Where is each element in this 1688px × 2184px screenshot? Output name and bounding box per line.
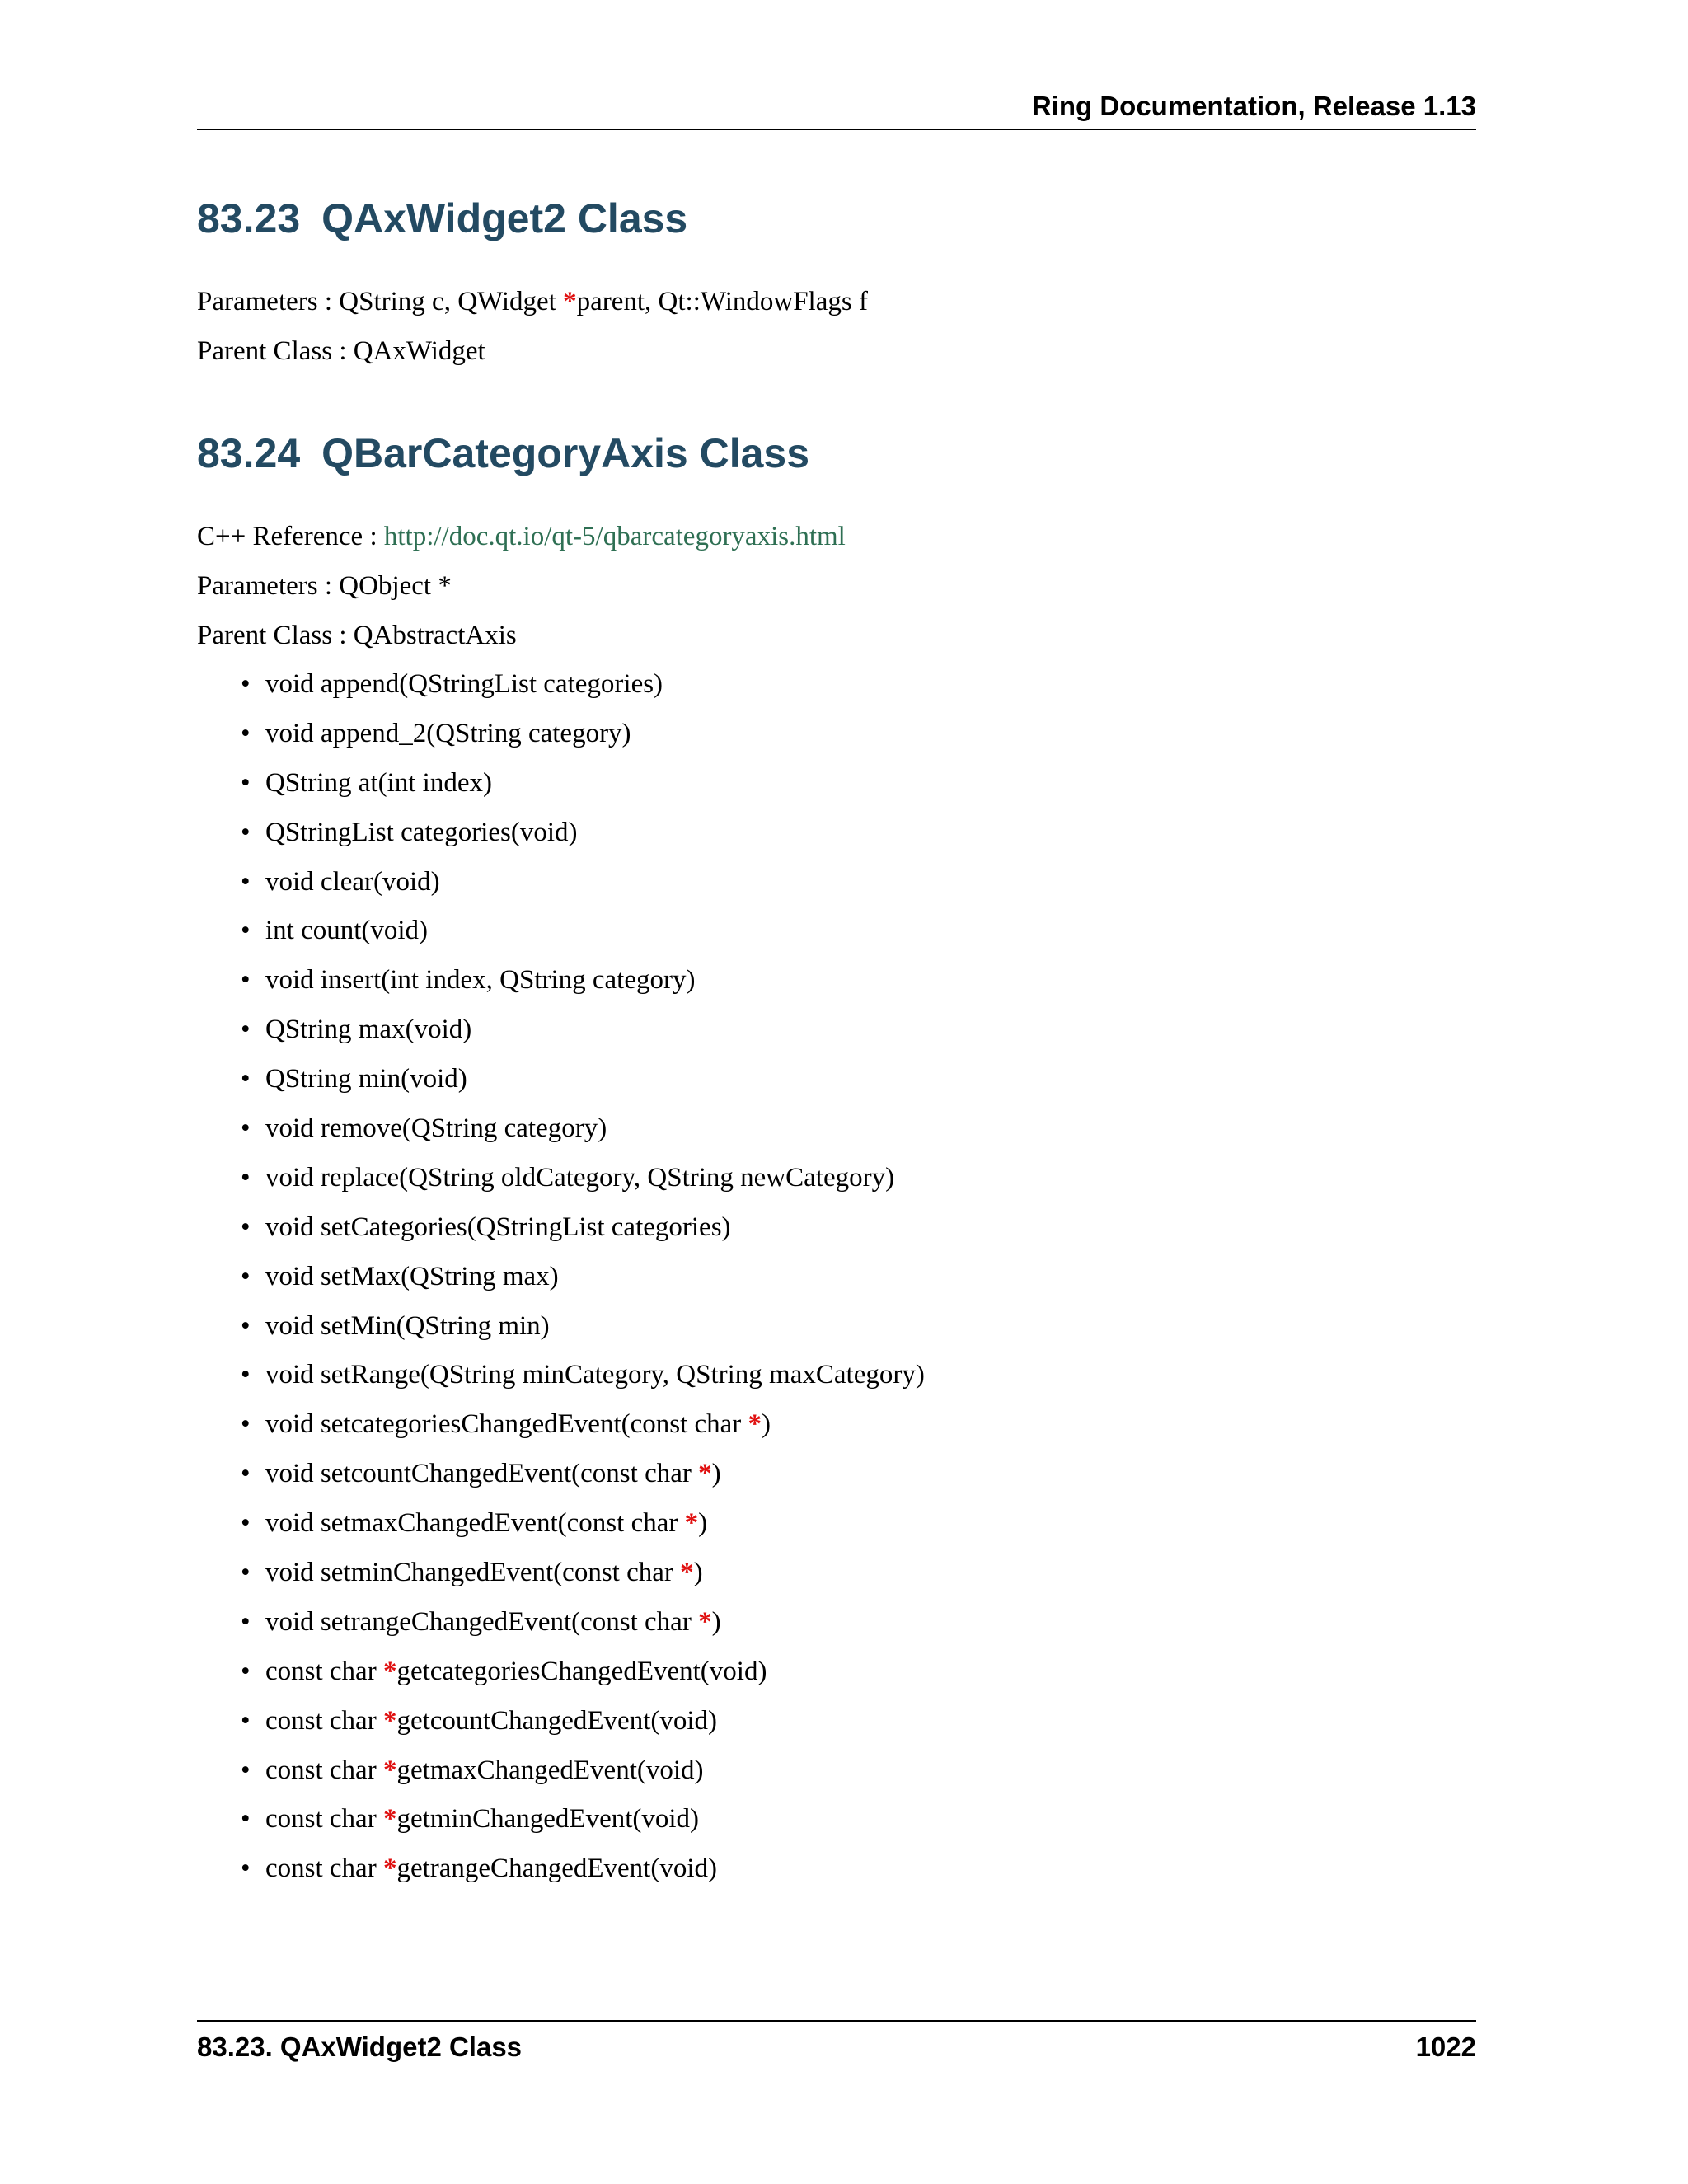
list-item (241, 1605, 925, 1655)
method-signature: void setminChangedEvent(const char (265, 1558, 681, 1588)
method-signature: void append(QStringList categories) (265, 669, 663, 699)
bullet-icon: • (241, 1113, 251, 1144)
method-signature: void setcountChangedEvent(const char (265, 1459, 699, 1489)
method-signature: void setMax(QString max) (265, 1261, 559, 1291)
method-signature: void remove(QString category) (265, 1113, 607, 1144)
parent-class-value: QAxWidget (353, 336, 485, 366)
bullet-icon: • (241, 1459, 251, 1489)
pointer-star: * (748, 1409, 762, 1440)
method-signature: void append_2(QString category) (265, 718, 631, 748)
method-signature: void setrangeChangedEvent(const char (265, 1606, 699, 1637)
list-item (241, 914, 925, 963)
section-heading-qbarcategoryaxis (197, 429, 809, 478)
bullet-icon: • (241, 1360, 251, 1390)
parameters-text: QObject * (339, 571, 452, 601)
list-item (241, 1556, 925, 1605)
pointer-star: * (698, 1459, 712, 1489)
pointer-star: * (698, 1606, 712, 1637)
method-signature: void insert(int index, QString category) (265, 965, 696, 996)
method-signature: const char (265, 1705, 383, 1736)
parameters-line (197, 285, 868, 318)
method-signature: QString min(void) (265, 1064, 467, 1094)
cpp-reference-line (197, 520, 846, 553)
method-signature: QString max(void) (265, 1015, 472, 1045)
bullet-icon: • (241, 916, 251, 946)
footer-section-title: 83.23. QAxWidget2 Class (197, 2032, 523, 2062)
section-number: 83.24 (197, 430, 301, 476)
method-signature: getcategoriesChangedEvent(void) (396, 1656, 767, 1686)
running-header (197, 92, 1476, 130)
method-signature: getminChangedEvent(void) (396, 1804, 700, 1835)
parameters-label: Parameters : (197, 571, 340, 601)
bullet-icon: • (241, 1854, 251, 1884)
method-signature: ) (693, 1558, 703, 1588)
bullet-icon: • (241, 767, 251, 798)
pointer-star: * (382, 1755, 397, 1785)
parent-class-line (197, 619, 517, 652)
parameters-text: QString c, QWidget (339, 287, 564, 316)
method-signature: QString at(int index) (265, 767, 492, 798)
method-signature: const char (265, 1656, 383, 1686)
cpp-reference-link[interactable]: http://doc.qt.io/qt-5/qbarcategoryaxis.html (383, 522, 846, 551)
method-signature: ) (711, 1459, 721, 1489)
header-title: Ring Documentation, Release 1.13 (1031, 91, 1476, 121)
bullet-icon: • (241, 1755, 251, 1785)
parent-class-value: QAbstractAxis (353, 621, 517, 650)
method-signature: ) (711, 1606, 721, 1637)
page-number: 1022 (1415, 2032, 1476, 2062)
list-item (241, 1754, 925, 1803)
bullet-icon: • (241, 1261, 251, 1291)
bullet-icon: • (241, 1409, 251, 1440)
bullet-icon: • (241, 1015, 251, 1045)
bullet-icon: • (241, 1656, 251, 1686)
bullet-icon: • (241, 1162, 251, 1193)
bullet-icon: • (241, 817, 251, 847)
method-signature: ) (762, 1409, 771, 1440)
parent-class-label: Parent Class : (197, 621, 354, 650)
bullet-icon: • (241, 1212, 251, 1242)
list-item (241, 717, 925, 766)
list-item (241, 1655, 925, 1704)
pointer-star: * (680, 1558, 694, 1588)
method-signature: ) (698, 1508, 708, 1539)
pointer-star: * (382, 1705, 397, 1736)
list-item (241, 816, 925, 865)
bullet-icon: • (241, 866, 251, 897)
bullet-icon: • (241, 1064, 251, 1094)
method-signature: getcountChangedEvent(void) (396, 1705, 718, 1736)
pointer-star: * (382, 1854, 397, 1884)
list-item (241, 1013, 925, 1062)
list-item (241, 766, 925, 816)
section-title: QAxWidget2 Class (321, 195, 688, 241)
method-signature: void clear(void) (265, 866, 440, 897)
section-number: 83.23 (197, 195, 301, 241)
pointer-star: * (382, 1656, 397, 1686)
page-footer (197, 2020, 1476, 2064)
method-signature: void setCategories(QStringList categories) (265, 1212, 731, 1242)
bullet-icon: • (241, 1705, 251, 1736)
method-signature: void setmaxChangedEvent(const char (265, 1508, 685, 1539)
method-signature: const char (265, 1755, 383, 1785)
pointer-star: * (382, 1804, 397, 1835)
list-item (241, 1852, 925, 1901)
method-signature: void replace(QString oldCategory, QString newCategory) (265, 1162, 895, 1193)
method-signature: void setMin(QString min) (265, 1310, 550, 1341)
list-item (241, 1161, 925, 1211)
method-list (241, 668, 925, 1901)
pointer-star: * (684, 1508, 699, 1539)
bullet-icon: • (241, 718, 251, 748)
parent-class-label: Parent Class : (197, 336, 354, 366)
bullet-icon: • (241, 965, 251, 996)
list-item (241, 1704, 925, 1754)
method-signature: const char (265, 1804, 383, 1835)
list-item (241, 1507, 925, 1556)
bullet-icon: • (241, 1804, 251, 1835)
list-item (241, 963, 925, 1013)
list-item (241, 865, 925, 915)
bullet-icon: • (241, 1558, 251, 1588)
parent-class-line (197, 335, 485, 368)
section-title: QBarCategoryAxis Class (321, 430, 810, 476)
method-signature: QStringList categories(void) (265, 817, 578, 847)
method-signature: getrangeChangedEvent(void) (396, 1854, 717, 1884)
list-item (241, 1358, 925, 1408)
list-item (241, 1802, 925, 1852)
bullet-icon: • (241, 1508, 251, 1539)
bullet-icon: • (241, 669, 251, 699)
parameters-label: Parameters : (197, 287, 340, 316)
method-signature: getmaxChangedEvent(void) (396, 1755, 704, 1785)
bullet-icon: • (241, 1310, 251, 1341)
pointer-star: * (563, 287, 577, 316)
list-item (241, 1211, 925, 1260)
cpp-reference-label: C++ Reference : (197, 522, 384, 551)
list-item (241, 668, 925, 717)
list-item (241, 1408, 925, 1457)
bullet-icon: • (241, 1606, 251, 1637)
list-item (241, 1112, 925, 1161)
list-item (241, 1457, 925, 1507)
method-signature: const char (265, 1854, 383, 1884)
list-item (241, 1310, 925, 1359)
list-item (241, 1062, 925, 1112)
section-heading-qaxwidget2 (197, 194, 687, 243)
parameters-text: parent, Qt::WindowFlags f (576, 287, 868, 316)
method-signature: void setRange(QString minCategory, QString maxCategory) (265, 1360, 925, 1390)
parameters-line (197, 569, 452, 602)
method-signature: int count(void) (265, 916, 429, 946)
method-signature: void setcategoriesChangedEvent(const char (265, 1409, 748, 1440)
list-item (241, 1260, 925, 1310)
